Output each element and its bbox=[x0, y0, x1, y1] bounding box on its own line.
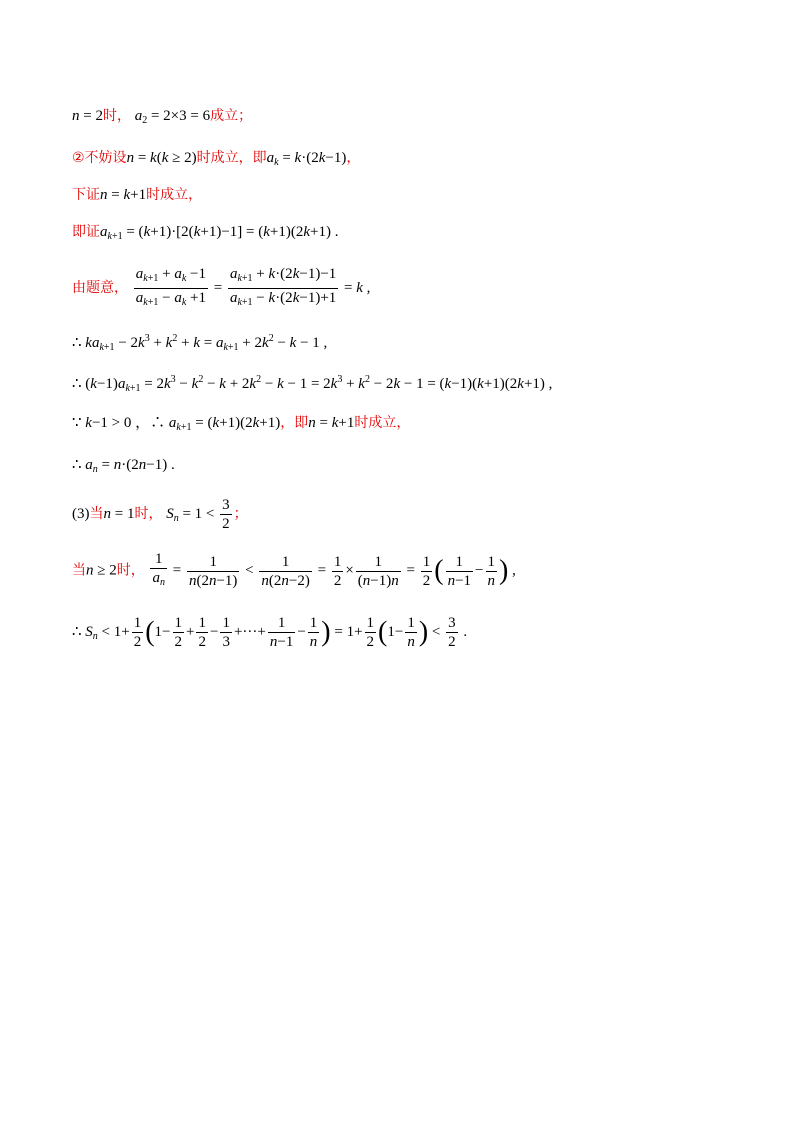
line1-text-b: 成立； bbox=[210, 108, 253, 124]
math-line-6: ∴ $ka_{k+1} - 2k^3 + k^2 + k = a_{k+1} + 2k^2 - k - 1$ , bbox=[72, 333, 328, 353]
fraction: $\frac{1}{2}$ bbox=[422, 553, 431, 589]
math-line-3: 下证n = k+1时成立， bbox=[72, 187, 203, 203]
fraction: $\frac{1}{2}$ bbox=[174, 615, 183, 650]
fraction: $\frac{1}{n-1}$ bbox=[447, 553, 472, 589]
line11-text-b: 时， bbox=[116, 562, 145, 579]
line3-text-a: 下证 bbox=[72, 187, 100, 203]
math-line-7: ∴ $(k-1)a_{k+1} = 2k^3 - k^2 - k + 2k^2 - k - 1 = 2k^3 + k^2 - 2k - 1 = (k-1)(k+1)(2k+1)$ , bbox=[72, 374, 553, 394]
math-line-9: ∴ $a_n = n\cdot(2n-1)$ . bbox=[72, 457, 175, 475]
math-line-8: ∵ k−1 > 0 ，∴ $a_{k+1} = (k+1)(2k+1)$，即n = k+1时成立， bbox=[72, 415, 411, 433]
fraction: $\frac{3}{2}$ bbox=[222, 497, 230, 532]
fraction: $\frac{1}{2}$ bbox=[133, 615, 142, 650]
fraction: $\frac{1}{n}$ bbox=[487, 553, 495, 589]
line8-text-a: ，即 bbox=[280, 415, 309, 431]
line8-text-b: 时成立， bbox=[354, 415, 411, 431]
math-line-12: ∴ $S_n < 1+$ $\frac{1}{2}$ (1− $\frac{1}{2}$ + $\frac{1}{2}$ − $\frac{1}{3}$ +···+ $\frac{1}{n-1}$ − $\frac{1}{n}$ ) = 1+ $\frac{1}{2}$ (1− $\frac{1}{n}$ ) < $\frac{3}{2}$ . bbox=[72, 615, 468, 650]
line10-text-c: ； bbox=[233, 505, 248, 522]
line10-text-a: 当 bbox=[89, 505, 104, 522]
line5-text-a: 由题意， bbox=[72, 279, 128, 296]
math-line-2: ②不妨设n = k(k ≥ 2)时成立，即$a_k = k\cdot(2k-1)$， bbox=[72, 150, 361, 168]
fraction: $\frac{a_{k+1} + a_k -1}{a_{k+1} - a_k +1}$ bbox=[135, 266, 206, 308]
line1-text-a: 时， bbox=[102, 108, 131, 124]
fraction: $\frac{1}{(n-1)n}$ bbox=[357, 553, 399, 589]
math-line-10: (3)当n = 1时， $S_n = 1$ < $\frac{3}{2}$ ； bbox=[72, 497, 248, 532]
math-line-4: 即证$a_{k+1} = (k+1)\cdot[2(k+1)-1] = (k+1)(2k+1)$ . bbox=[72, 224, 339, 242]
fraction: $\frac{1}{n-1}$ bbox=[269, 615, 294, 650]
line2-text-c: ， bbox=[346, 150, 361, 166]
fraction: $\frac{a_{k+1} + k\cdot(2k-1)-1}{a_{k+1} - k\cdot(2k-1)+1}$ bbox=[229, 266, 337, 308]
line2-text-b: 时成立，即 bbox=[196, 150, 267, 166]
fraction: $\frac{3}{2}$ bbox=[448, 615, 456, 650]
line4-text-a: 即证 bbox=[72, 224, 100, 240]
math-line-1: n = 2时， $a_2 = 2\times 3 = 6$成立； bbox=[72, 108, 253, 126]
fraction: $\frac{1}{n(2n-1)}$ bbox=[188, 553, 238, 589]
fraction: $\frac{1}{2}$ bbox=[333, 553, 342, 589]
line10-text-b: 时， bbox=[134, 505, 163, 522]
fraction: $\frac{1}{n(2n-2)}$ bbox=[261, 553, 310, 589]
fraction: $\frac{1}{2}$ bbox=[366, 615, 375, 650]
line2-text-a: ②不妨设 bbox=[72, 150, 127, 166]
fraction: $\frac{1}{3}$ bbox=[222, 615, 230, 650]
math-line-5: 由题意， $\frac{a_{k+1} + a_k -1}{a_{k+1} - a_k +1}$ = $\frac{a_{k+1} + k\cdot(2k-1)-1}{a_{k+1} - k\cdot(2k-1)+1}$ = k , bbox=[72, 265, 370, 312]
line3-text-b: 时成立， bbox=[146, 187, 203, 203]
fraction: $\frac{1}{2}$ bbox=[198, 615, 206, 650]
fraction: $\frac{1}{n}$ bbox=[309, 615, 318, 650]
fraction: $\frac{1}{a_n}$ bbox=[152, 551, 165, 588]
math-line-11: 当n ≥ 2时， $\frac{1}{a_n}$ = $\frac{1}{n(2n-1)}$ < $\frac{1}{n(2n-2)}$ = $\frac{1}{2}$ × $\frac{1}{(n-1)n}$ = $\frac{1}{2}$ ( $\frac{1}{n-1}$ − $\frac{1}{n}$ ) , bbox=[72, 550, 516, 592]
line11-text-a: 当 bbox=[72, 562, 86, 579]
fraction: $\frac{1}{n}$ bbox=[407, 615, 415, 650]
